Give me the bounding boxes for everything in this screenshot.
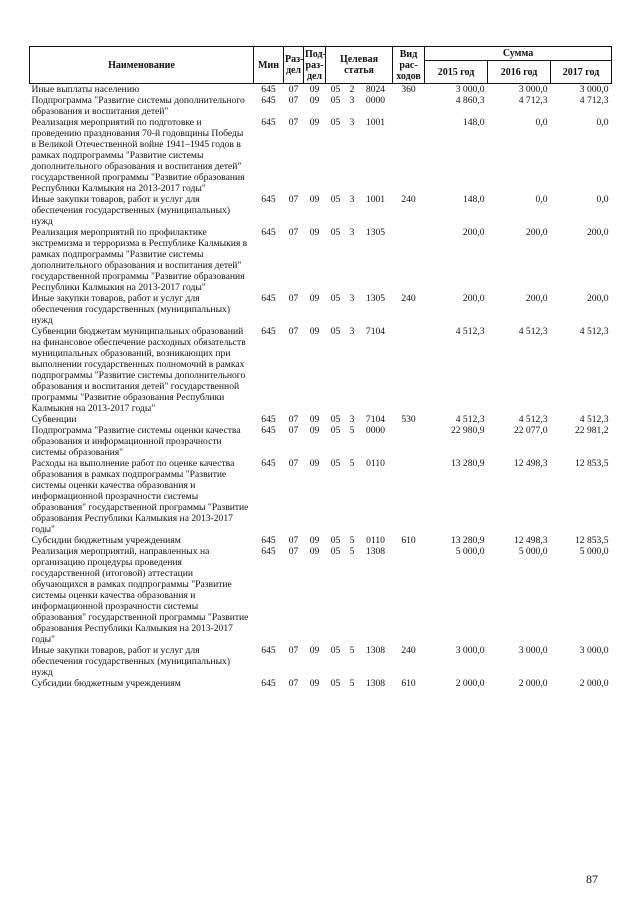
row-razdel: 07 xyxy=(288,414,299,425)
row-sum-2016: 200,0 xyxy=(525,293,548,304)
row-min: 645 xyxy=(261,546,276,557)
header-year-2017: 2017 год xyxy=(551,61,612,84)
row-target-2: 5 xyxy=(349,425,355,436)
row-podrazdel: 09 xyxy=(309,535,320,546)
row-vid: 240 xyxy=(401,645,416,656)
row-sum-2017: 3 000,0 xyxy=(579,645,609,656)
row-vid xyxy=(393,458,425,535)
row-target-2: 3 xyxy=(349,95,355,106)
row-vid: 240 xyxy=(401,194,416,205)
row-min: 645 xyxy=(261,678,276,689)
row-target-2: 2 xyxy=(349,84,355,95)
row-sum-2017: 5 000,0 xyxy=(579,546,609,557)
row-target-1: 05 xyxy=(330,293,341,304)
table-header xyxy=(30,47,612,84)
row-podrazdel: 09 xyxy=(309,678,320,689)
row-min: 645 xyxy=(261,425,276,436)
row-target-1: 05 xyxy=(330,458,341,469)
row-target-2: 5 xyxy=(349,535,355,546)
row-target-1: 05 xyxy=(330,414,341,425)
row-podrazdel: 09 xyxy=(309,425,320,436)
row-target-3: 1308 xyxy=(365,645,386,656)
row-target-2: 3 xyxy=(349,227,355,238)
row-sum-2016: 12 498,3 xyxy=(513,458,548,469)
header-vid: Вид рас- ходов xyxy=(393,47,425,84)
row-sum-2015: 2 000,0 xyxy=(455,678,485,689)
row-name: Субвенции бюджетам муниципальных образований на финансовое обеспечение расходных обязательств муниципальных образований, возникающих при выполнении государственных полномочий в рамках подпрограммы "Развитие системы дополнительного образования и воспитания детей" государственной программы "Развитие образования Республики Калмыкия на 2013-2017 годы" xyxy=(31,326,246,414)
row-name: Иные закупки товаров, работ и услуг для обеспечения государственных (муниципальных) нужд xyxy=(31,645,231,678)
row-sum-2016: 4 512,3 xyxy=(518,414,548,425)
row-razdel: 07 xyxy=(288,425,299,436)
row-podrazdel: 09 xyxy=(309,414,320,425)
row-target-1: 05 xyxy=(330,678,341,689)
row-razdel: 07 xyxy=(288,645,299,656)
row-sum-2015: 4 512,3 xyxy=(455,326,485,337)
row-target-2: 3 xyxy=(349,117,355,128)
budget-document xyxy=(29,46,611,689)
row-sum-2015: 13 280,9 xyxy=(450,535,485,546)
row-sum-2015: 13 280,9 xyxy=(450,458,485,469)
header-podrazdel: Под- раз- дел xyxy=(305,48,326,82)
row-min: 645 xyxy=(261,84,276,95)
row-podrazdel: 09 xyxy=(309,117,320,128)
row-name: Реализация мероприятий, направленных на организацию процедуры проведения государственной (итоговой) аттестации обучающихся в рамках подпрограммы "Развитие системы оценки качества образования и информационной прозрачности системы образования" государственной программы "Развитие образования Республики Калмыкия на 2013-2017 годы" xyxy=(31,546,249,645)
row-target-2: 5 xyxy=(349,645,355,656)
table-row xyxy=(30,535,612,546)
row-sum-2017: 2 000,0 xyxy=(579,678,609,689)
row-name: Реализация мероприятий по профилактике экстремизма и терроризма в Республике Калмыкия в рамках подпрограммы "Развитие системы дополнительного образования и воспитания детей" государственной программы "Развитие образования Республики Калмыкия на 2013-2017 годы" xyxy=(31,227,248,293)
row-target-3: 1001 xyxy=(365,117,386,128)
table-row xyxy=(30,645,612,678)
row-min: 645 xyxy=(261,194,276,205)
row-sum-2016: 4 512,3 xyxy=(518,326,548,337)
row-razdel: 07 xyxy=(288,227,299,238)
row-sum-2017: 4 512,3 xyxy=(579,326,609,337)
row-name: Субвенции xyxy=(31,414,77,425)
row-target-3: 0110 xyxy=(366,458,385,469)
row-target-2: 3 xyxy=(349,414,355,425)
row-target-2: 3 xyxy=(349,194,355,205)
row-sum-2016: 2 000,0 xyxy=(518,678,548,689)
row-podrazdel: 09 xyxy=(309,194,320,205)
table-row xyxy=(30,95,612,117)
row-name: Подпрограмма "Развитие системы оценки качества образования и информационной прозрачности системы образования" xyxy=(31,425,241,458)
row-vid xyxy=(393,326,425,414)
row-podrazdel: 09 xyxy=(309,458,320,469)
header-summa: Сумма xyxy=(425,47,612,61)
header-name: Наименование xyxy=(30,47,254,84)
row-vid: 610 xyxy=(401,535,416,546)
table-row xyxy=(30,194,612,227)
row-sum-2017: 0,0 xyxy=(596,194,609,205)
row-target-3: 7104 xyxy=(365,414,386,425)
row-sum-2017: 3 000,0 xyxy=(579,84,609,95)
row-target-2: 5 xyxy=(349,546,355,557)
row-name: Реализация мероприятий по подготовке и проведению празднования 70-й годовщины Победы в Великой Отечественной войне 1941–1945 годов в рамках подпрограммы "Развитие системы дополнительного образования и воспитания детей" государственной программы "Развитие образования Республики Калмыкия на 2013-2017 годы" xyxy=(31,117,245,194)
row-target-1: 05 xyxy=(330,227,341,238)
table-row xyxy=(30,84,612,96)
row-name: Иные закупки товаров, работ и услуг для обеспечения государственных (муниципальных) нужд xyxy=(31,194,231,227)
row-podrazdel: 09 xyxy=(309,293,320,304)
row-razdel: 07 xyxy=(288,293,299,304)
row-name: Подпрограмма "Развитие системы дополнительного образования и воспитания детей" xyxy=(31,95,245,117)
row-min: 645 xyxy=(261,326,276,337)
budget-table xyxy=(29,46,612,689)
table-row xyxy=(30,326,612,414)
row-vid xyxy=(393,546,425,645)
row-sum-2016: 5 000,0 xyxy=(518,546,548,557)
row-vid xyxy=(393,117,425,194)
row-target-2: 3 xyxy=(349,293,355,304)
row-sum-2015: 4 512,3 xyxy=(455,414,485,425)
row-sum-2015: 200,0 xyxy=(462,293,485,304)
row-sum-2016: 12 498,3 xyxy=(513,535,548,546)
row-razdel: 07 xyxy=(288,84,299,95)
row-vid: 610 xyxy=(401,678,416,689)
row-target-3: 7104 xyxy=(365,326,386,337)
row-podrazdel: 09 xyxy=(309,95,320,106)
row-sum-2017: 4 512,3 xyxy=(579,414,609,425)
row-sum-2017: 4 712,3 xyxy=(579,95,609,106)
row-sum-2016: 4 712,3 xyxy=(518,95,548,106)
row-vid xyxy=(393,227,425,293)
row-sum-2015: 3 000,0 xyxy=(455,645,485,656)
row-min: 645 xyxy=(261,293,276,304)
table-row xyxy=(30,546,612,645)
row-sum-2015: 4 860,3 xyxy=(455,95,485,106)
row-target-1: 05 xyxy=(330,95,341,106)
row-target-1: 05 xyxy=(330,645,341,656)
row-sum-2017: 200,0 xyxy=(586,293,609,304)
row-razdel: 07 xyxy=(288,678,299,689)
row-name: Расходы на выполнение работ по оценке качества образования в рамках подпрограммы "Развитие системы оценки качества образования и информационной прозрачности системы образования" государственной программы "Развитие образования Республики Калмыкия на 2013-2017 годы" xyxy=(31,458,249,535)
row-razdel: 07 xyxy=(288,458,299,469)
row-min: 645 xyxy=(261,95,276,106)
row-razdel: 07 xyxy=(288,546,299,557)
row-podrazdel: 09 xyxy=(309,84,320,95)
header-year-2015: 2015 год xyxy=(425,61,488,84)
row-target-3: 0000 xyxy=(365,425,386,436)
row-vid xyxy=(393,425,425,458)
row-vid: 360 xyxy=(401,84,416,95)
row-target-2: 5 xyxy=(349,678,355,689)
row-sum-2015: 148,0 xyxy=(462,117,485,128)
row-target-3: 1308 xyxy=(365,546,386,557)
row-target-3: 0000 xyxy=(365,95,386,106)
row-target-3: 0110 xyxy=(366,535,385,546)
row-sum-2017: 12 853,5 xyxy=(574,535,609,546)
row-min: 645 xyxy=(261,227,276,238)
row-sum-2016: 0,0 xyxy=(535,194,548,205)
header-target: Целевая статья xyxy=(326,47,393,84)
row-podrazdel: 09 xyxy=(309,326,320,337)
row-min: 645 xyxy=(261,117,276,128)
row-sum-2015: 5 000,0 xyxy=(455,546,485,557)
row-sum-2015: 148,0 xyxy=(462,194,485,205)
row-target-1: 05 xyxy=(330,326,341,337)
row-sum-2016: 3 000,0 xyxy=(518,84,548,95)
row-min: 645 xyxy=(261,414,276,425)
row-target-1: 05 xyxy=(330,84,341,95)
row-target-1: 05 xyxy=(330,546,341,557)
table-row xyxy=(30,414,612,425)
row-target-3: 1305 xyxy=(365,293,386,304)
row-name: Субсидии бюджетным учреждениям xyxy=(31,678,181,689)
row-sum-2017: 12 853,5 xyxy=(574,458,609,469)
row-min: 645 xyxy=(261,458,276,469)
row-target-2: 5 xyxy=(349,458,355,469)
row-razdel: 07 xyxy=(288,117,299,128)
row-razdel: 07 xyxy=(288,95,299,106)
row-vid: 240 xyxy=(401,293,416,304)
row-sum-2015: 22 980,9 xyxy=(450,425,485,436)
row-name: Иные закупки товаров, работ и услуг для обеспечения государственных (муниципальных) нужд xyxy=(31,293,231,326)
row-sum-2015: 200,0 xyxy=(462,227,485,238)
table-row xyxy=(30,458,612,535)
row-vid xyxy=(393,95,425,117)
row-razdel: 07 xyxy=(288,535,299,546)
row-target-1: 05 xyxy=(330,425,341,436)
row-target-3: 8024 xyxy=(365,84,386,95)
table-row xyxy=(30,678,612,689)
row-target-3: 1001 xyxy=(365,194,386,205)
table-row xyxy=(30,227,612,293)
header-razdel: Раз- дел xyxy=(284,47,304,84)
row-sum-2016: 22 077,0 xyxy=(513,425,548,436)
row-podrazdel: 09 xyxy=(309,227,320,238)
row-podrazdel: 09 xyxy=(309,645,320,656)
row-sum-2016: 200,0 xyxy=(525,227,548,238)
header-year-2016: 2016 год xyxy=(488,61,551,84)
row-sum-2016: 0,0 xyxy=(535,117,548,128)
row-sum-2017: 0,0 xyxy=(596,117,609,128)
row-min: 645 xyxy=(261,535,276,546)
row-razdel: 07 xyxy=(288,326,299,337)
row-min: 645 xyxy=(261,645,276,656)
row-razdel: 07 xyxy=(288,194,299,205)
page-number: 87 xyxy=(586,872,598,886)
row-sum-2015: 3 000,0 xyxy=(455,84,485,95)
table-row xyxy=(30,117,612,194)
row-target-1: 05 xyxy=(330,194,341,205)
row-target-3: 1305 xyxy=(365,227,386,238)
header-min: Мин xyxy=(254,47,284,84)
row-sum-2017: 22 981,2 xyxy=(574,425,609,436)
table-body xyxy=(30,84,612,690)
row-target-3: 1308 xyxy=(365,678,386,689)
row-podrazdel: 09 xyxy=(309,546,320,557)
row-target-1: 05 xyxy=(330,535,341,546)
row-name: Иные выплаты населению xyxy=(31,84,140,95)
row-name: Субсидии бюджетным учреждениям xyxy=(31,535,181,546)
table-row xyxy=(30,425,612,458)
table-row xyxy=(30,293,612,326)
row-target-2: 3 xyxy=(349,326,355,337)
row-vid: 530 xyxy=(401,414,416,425)
row-target-1: 05 xyxy=(330,117,341,128)
row-sum-2016: 3 000,0 xyxy=(518,645,548,656)
row-sum-2017: 200,0 xyxy=(586,227,609,238)
